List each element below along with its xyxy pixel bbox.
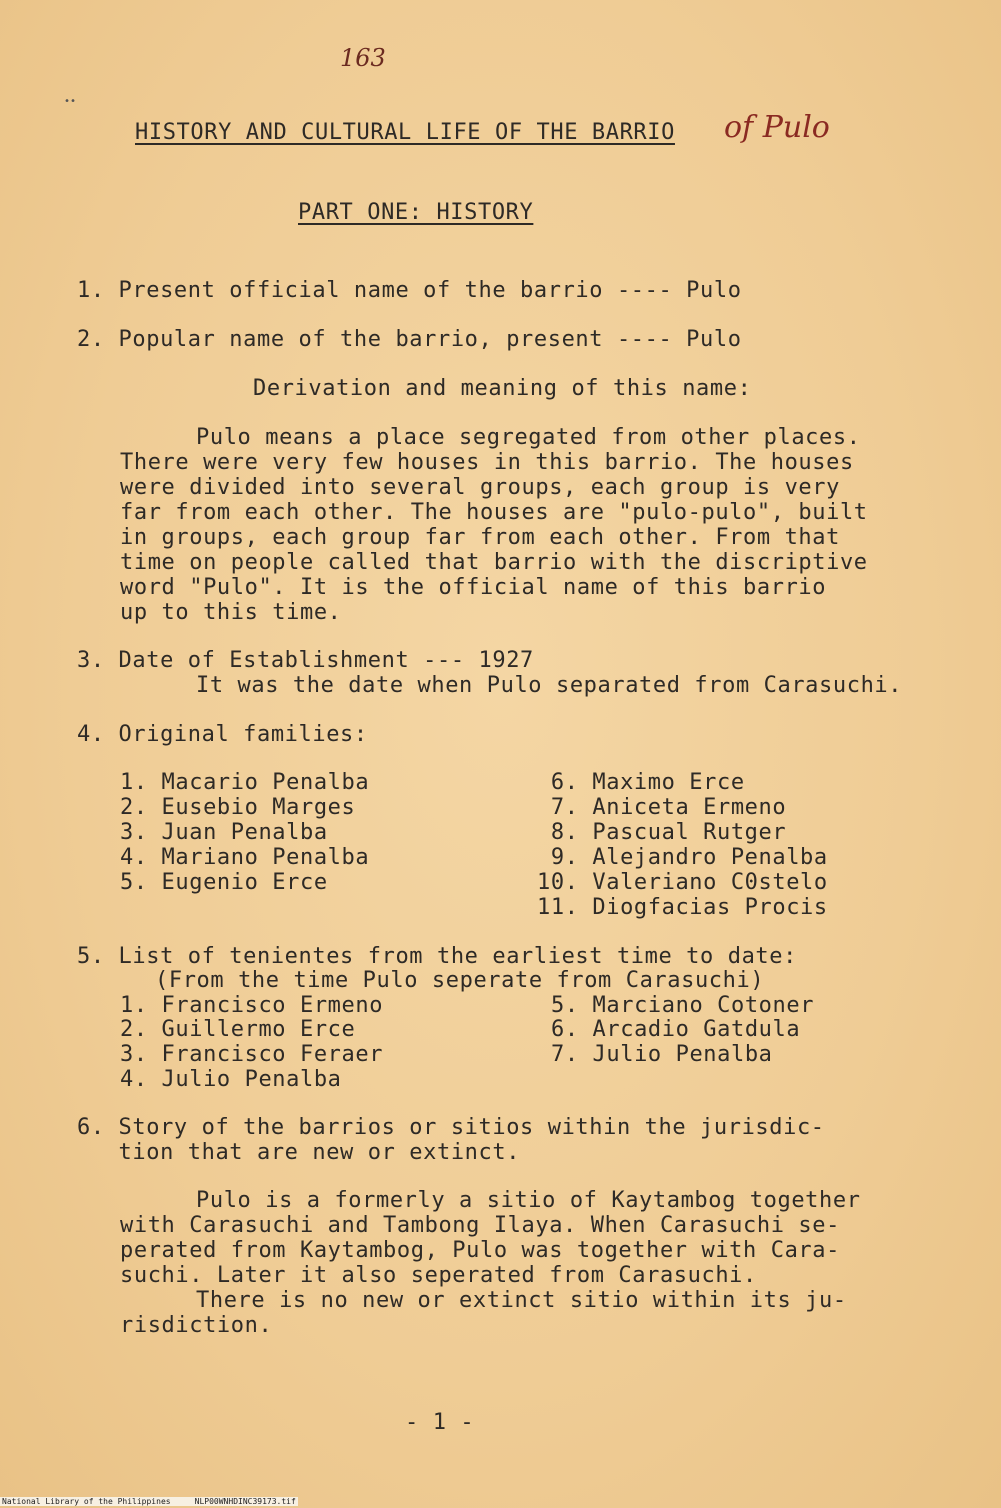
paragraph-line: were divided into several groups, each group is very [120,475,840,500]
list-item: 6. Arcadio Gatdula [551,1017,801,1042]
handwritten-title-suffix: of Pulo [724,110,830,145]
list-item: 5. Marciano Cotoner [551,993,815,1018]
paragraph-line: word "Pulo". It is the official name of this barrio [120,575,827,600]
paragraph-line: suchi. Later it also seperated from Carasuchi. [120,1263,757,1288]
paragraph-line: risdiction. [120,1313,273,1338]
item-6-cont: tion that are new or extinct. [77,1140,521,1165]
paragraph-line: far from each other. The houses are "pulo-pulo", built [120,500,868,525]
item-4: 4. Original families: [77,722,368,747]
list-item: 3. Juan Penalba [120,820,328,845]
item-2: 2. Popular name of the barrio, present ---- Pulo [77,327,742,352]
paragraph-line: There were very few houses in this barrio. The houses [120,450,854,475]
list-item: 2. Eusebio Marges [120,795,356,820]
list-item: 3. Francisco Feraer [120,1042,384,1067]
list-item: 4. Julio Penalba [120,1067,342,1092]
list-item: 8. Pascual Rutger [537,820,787,845]
paragraph-line: perated from Kaytambog, Pulo was together with Cara- [120,1238,840,1263]
paragraph-line: with Carasuchi and Tambong Ilaya. When Carasuchi se- [120,1213,840,1238]
page-footer-number: - 1 - [405,1410,475,1435]
list-item: 1. Francisco Ermeno [120,993,384,1018]
item-2-subheading: Derivation and meaning of this name: [253,376,752,401]
list-item: 9. Alejandro Penalba [537,845,828,870]
document-title: HISTORY AND CULTURAL LIFE OF THE BARRIO [135,120,675,145]
item-3-note: It was the date when Pulo separated from Carasuchi. [196,673,903,698]
list-item: 7. Aniceta Ermeno [537,795,787,820]
part-heading: PART ONE: HISTORY [298,200,534,225]
item-5-note: (From the time Pulo seperate from Carasuchi) [155,968,765,993]
paragraph-line: There is no new or extinct sitio within its ju- [196,1288,847,1313]
margin-mark: •• [64,96,77,107]
list-item: 7. Julio Penalba [551,1042,773,1067]
paragraph-line: up to this time. [120,600,342,625]
list-item: 10. Valeriano C0stelo [537,870,828,895]
list-item: 5. Eugenio Erce [120,870,328,895]
paragraph-line: Pulo means a place segregated from other places. [196,425,861,450]
list-item: 2. Guillermo Erce [120,1017,356,1042]
item-5: 5. List of tenientes from the earliest time to date: [77,944,797,969]
list-item: 4. Mariano Penalba [120,845,370,870]
item-3: 3. Date of Establishment --- 1927 [77,648,534,673]
item-1: 1. Present official name of the barrio ---- Pulo [77,278,742,303]
handwritten-page-number: 163 [340,44,386,72]
list-item: 1. Macario Penalba [120,770,370,795]
paragraph-line: time on people called that barrio with the discriptive [120,550,868,575]
item-6: 6. Story of the barrios or sitios within the jurisdic- [77,1115,825,1140]
scan-footer: National Library of the Philippines NLP00WNHDINC39173.tif [2,1497,296,1506]
list-item: 11. Diogfacias Procis [537,895,828,920]
paragraph-line: in groups, each group far from each other. From that [120,525,840,550]
list-item: 6. Maximo Erce [537,770,745,795]
paragraph-line: Pulo is a formerly a sitio of Kaytambog together [196,1188,861,1213]
